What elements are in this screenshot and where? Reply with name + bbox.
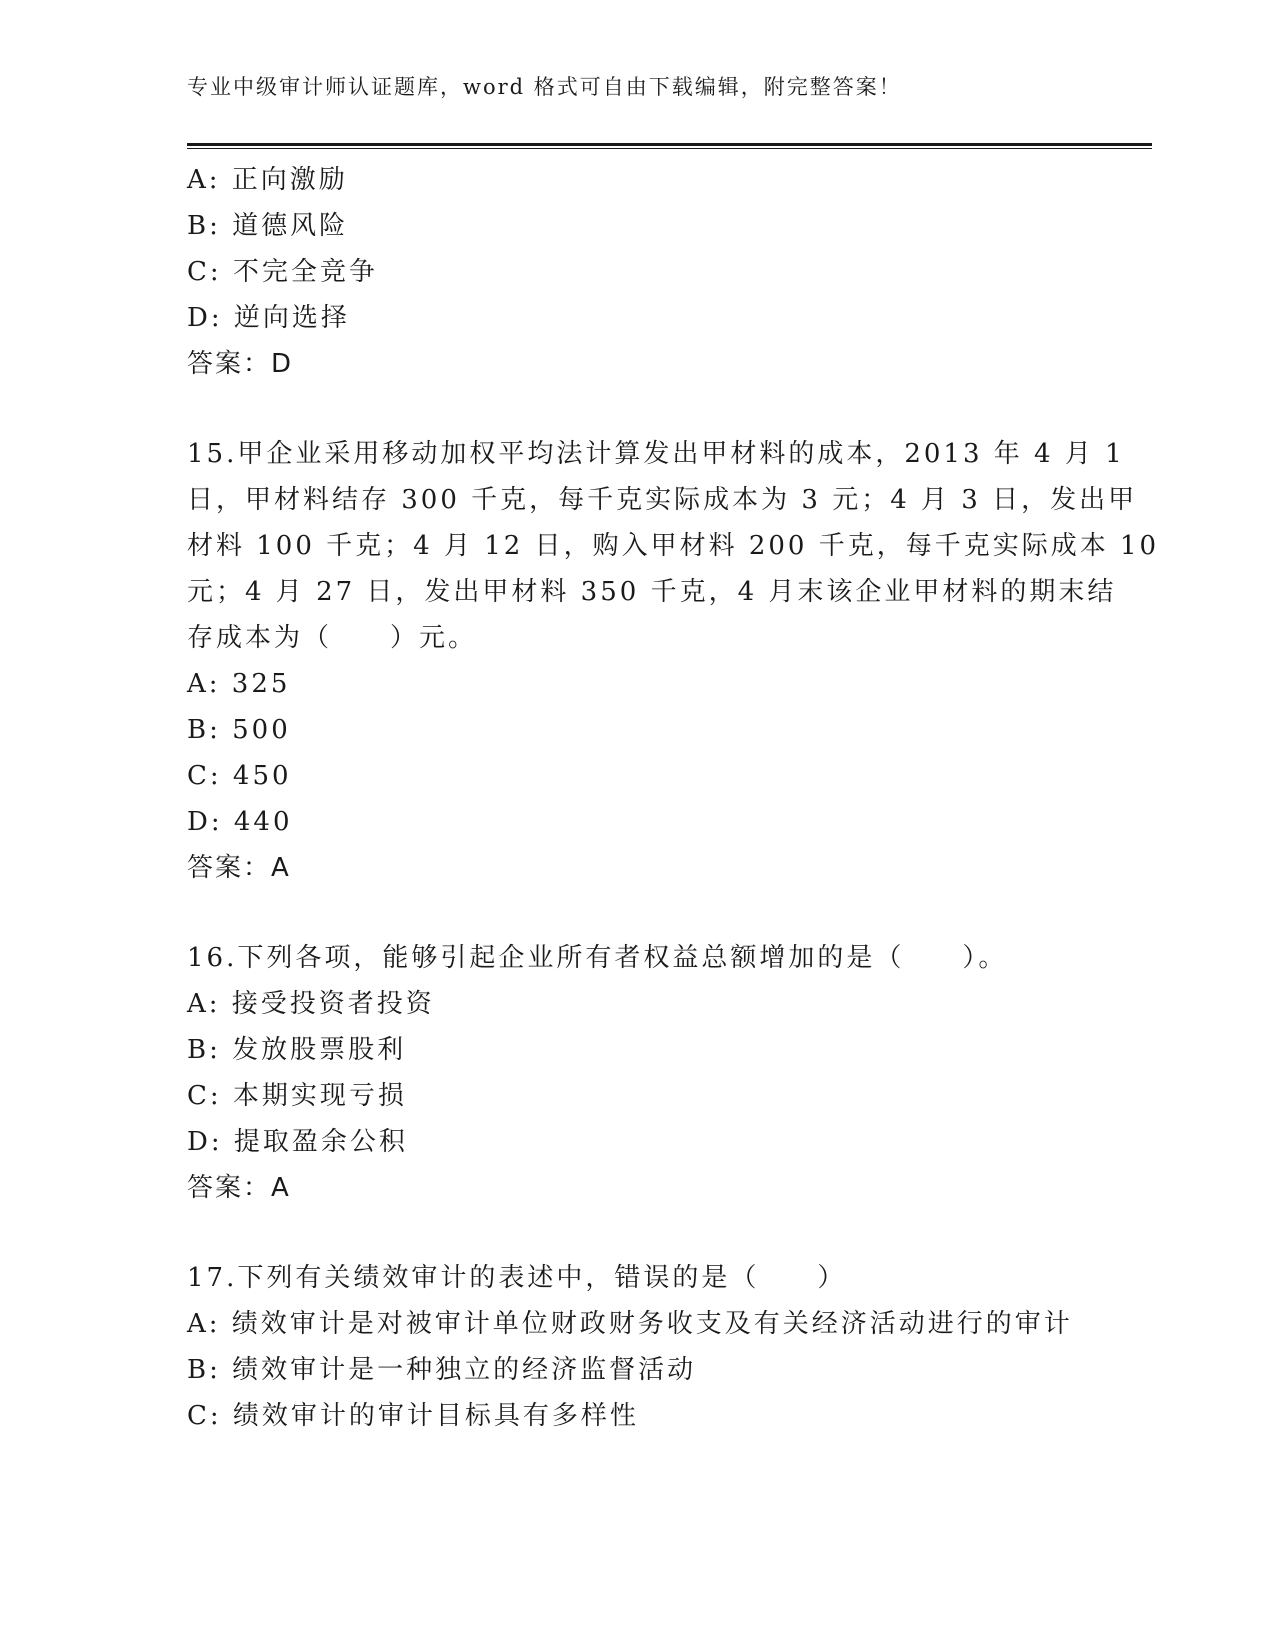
spacer <box>187 387 1087 431</box>
option-a: A: 325 <box>187 669 291 699</box>
header-divider <box>187 143 1152 149</box>
option-a: A: 接受投资者投资 <box>187 989 435 1019</box>
divider-thick-line <box>187 143 1152 146</box>
question-stem-line: 元；4 月 27 日，发出甲材料 350 千克，4 月末该企业甲材料的期末结 <box>187 577 1117 607</box>
option-d: D: 逆向选择 <box>187 303 350 333</box>
answer-line: 答案：D <box>187 349 294 379</box>
question-list <box>187 157 1160 1439</box>
option-c: C: 绩效审计的审计目标具有多样性 <box>187 1401 639 1431</box>
question-stem-line: 17.下列有关绩效审计的表述中，错误的是（ ） <box>187 1263 847 1293</box>
option-d: D: 440 <box>187 807 293 837</box>
question-stem-line: 存成本为（ ）元。 <box>187 623 478 653</box>
question-17 <box>187 1255 1087 1439</box>
option-a: A: 正向激励 <box>187 165 348 195</box>
option-b: B: 绩效审计是一种独立的经济监督活动 <box>187 1355 697 1385</box>
question-stem-line: 日，甲材料结存 300 千克，每千克实际成本为 3 元；4 月 3 日，发出甲 <box>187 485 1138 515</box>
question-stem-line: 材料 100 千克；4 月 12 日，购入甲材料 200 千克，每千克实际成本 10 <box>187 531 1160 561</box>
option-c: C: 450 <box>187 761 292 791</box>
question-15 <box>187 431 1160 891</box>
option-b: B: 500 <box>187 715 291 745</box>
option-c: C: 本期实现亏损 <box>187 1081 407 1111</box>
option-a: A: 绩效审计是对被审计单位财政财务收支及有关经济活动进行的审计 <box>187 1309 1073 1339</box>
divider-thin-line <box>187 148 1152 149</box>
spacer <box>187 891 1087 935</box>
option-c: C: 不完全竞争 <box>187 257 378 287</box>
page-header: 专业中级审计师认证题库，word 格式可自由下载编辑，附完整答案！ <box>187 75 902 99</box>
question-stem-line: 15.甲企业采用移动加权平均法计算发出甲材料的成本，2013 年 4 月 1 <box>187 439 1125 469</box>
question-14-continued <box>187 157 1087 387</box>
option-b: B: 道德风险 <box>187 211 349 241</box>
answer-line: 答案：A <box>187 853 291 883</box>
spacer <box>187 1211 1087 1255</box>
question-16 <box>187 935 1087 1211</box>
option-d: D: 提取盈余公积 <box>187 1127 408 1157</box>
answer-line: 答案：A <box>187 1173 291 1203</box>
option-b: B: 发放股票股利 <box>187 1035 407 1065</box>
question-stem-line: 16.下列各项，能够引起企业所有者权益总额增加的是（ ）。 <box>187 943 1008 973</box>
